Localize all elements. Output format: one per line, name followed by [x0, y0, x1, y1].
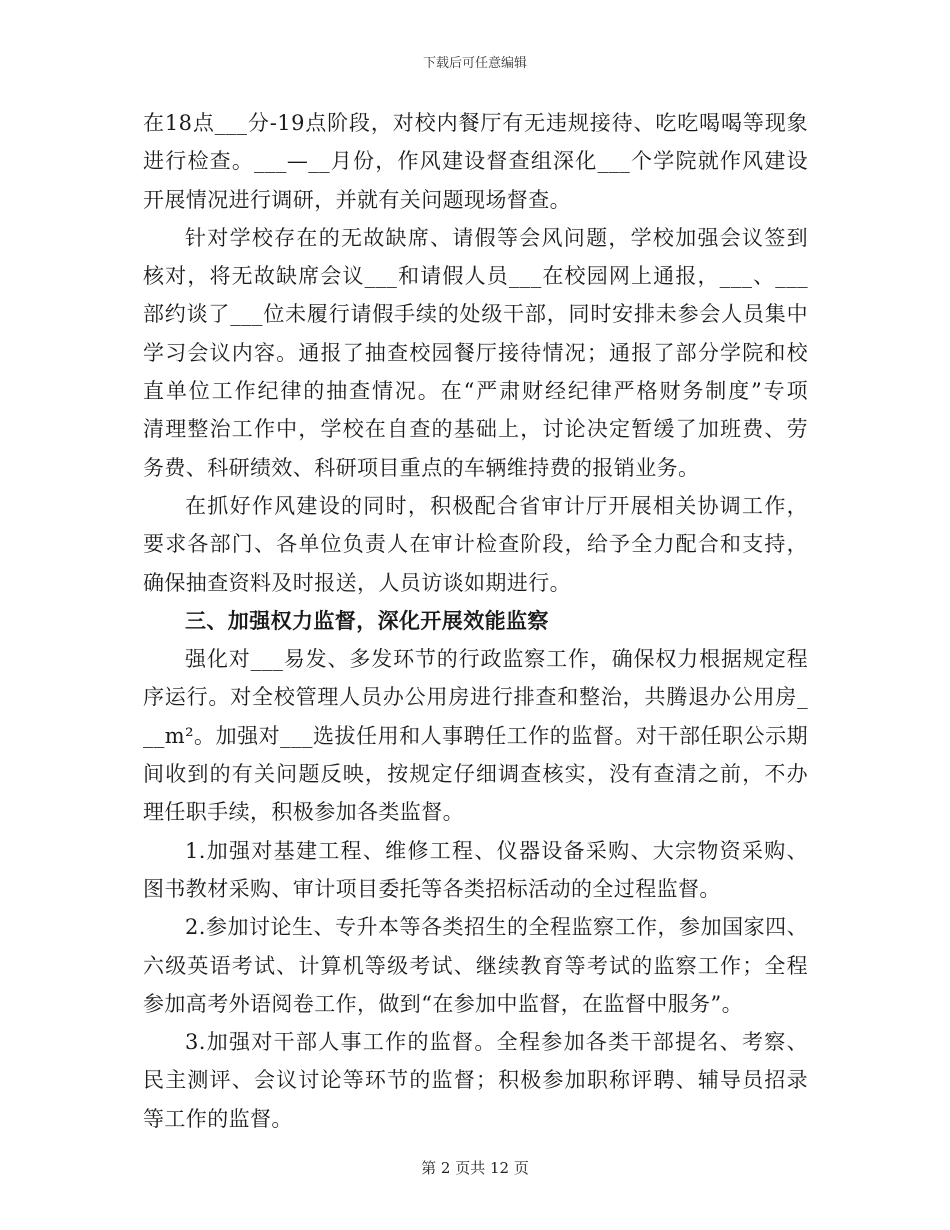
list-item-line: 1.加强对基建工程、维修工程、仪器设备采购、大宗物资采购、	[185, 838, 808, 863]
list-item-line: 图书教材采购、审计项目委托等各类招标活动的全过程监督。	[143, 876, 721, 901]
body-line: 清理整治工作中，学校在自查的基础上，讨论决定暂缓了加班费、劳	[143, 417, 808, 442]
list-item-line: 六级英语考试、计算机等级考试、继续教育等考试的监察工作；全程	[143, 953, 808, 978]
section-heading: 三、加强权力监督，深化开展效能监察	[185, 607, 549, 633]
body-line: 部约谈了___位未履行请假手续的处级干部，同时安排未参会人员集中	[143, 302, 808, 327]
body-line: 进行检查。___—__月份，作风建设督查组深化___个学院就作风建设	[143, 149, 808, 174]
document-body	[143, 104, 808, 1138]
list-item-line: 民主测评、会议讨论等环节的监督；积极参加职称评聘、辅导员招录	[143, 1068, 808, 1093]
body-line: 直单位工作纪律的抽查情况。在“严肃财经纪律严格财务制度”专项	[143, 379, 808, 404]
body-line: 要求各部门、各单位负责人在审计检查阶段，给予全力配合和支持，	[143, 532, 808, 557]
list-item-line: 2.参加讨论生、专升本等各类招生的全程监察工作，参加国家四、	[185, 915, 808, 940]
body-line: 在18点___分-19点阶段，对校内餐厅有无违规接待、吃吃喝喝等现象	[143, 111, 808, 135]
body-line: 务费、科研绩效、科研项目重点的车辆维持费的报销业务。	[143, 455, 700, 480]
page-number: 第 2 页共 12 页	[421, 1159, 529, 1177]
body-line: 在抓好作风建设的同时，积极配合省审计厅开展相关协调工作，	[185, 493, 808, 518]
list-item-line: 参加高考外语阅卷工作，做到“在参加中监督，在监督中服务”。	[143, 991, 744, 1016]
body-line: 强化对___易发、多发环节的行政监察工作，确保权力根据规定程	[185, 647, 808, 672]
page-header-note: 下载后可任意编辑	[422, 56, 527, 71]
body-line: 确保抽查资料及时报送，人员访谈如期进行。	[143, 570, 571, 595]
body-line: 针对学校存在的无故缺席、请假等会风问题，学校加强会议签到	[185, 225, 808, 250]
body-line: __m²。加强对___选拔任用和人事聘任工作的监督。对干部任职公示期	[143, 723, 808, 748]
body-line: 开展情况进行调研，并就有关问题现场督查。	[143, 187, 571, 212]
body-line: 间收到的有关问题反映，按规定仔细调查核实，没有查清之前，不办	[143, 762, 808, 787]
body-line: 理任职手续，积极参加各类监督。	[143, 800, 464, 825]
body-line: 学习会议内容。通报了抽查校园餐厅接待情况；通报了部分学院和校	[143, 340, 808, 365]
list-item-line: 3.加强对干部人事工作的监督。全程参加各类干部提名、考察、	[185, 1030, 808, 1055]
body-line: 核对，将无故缺席会议___和请假人员___在校园网上通报，___、___	[143, 264, 808, 289]
body-line: 序运行。对全校管理人员办公用房进行排查和整治，共腾退办公用房_	[143, 685, 808, 710]
list-item-line: 等工作的监督。	[143, 1106, 293, 1131]
